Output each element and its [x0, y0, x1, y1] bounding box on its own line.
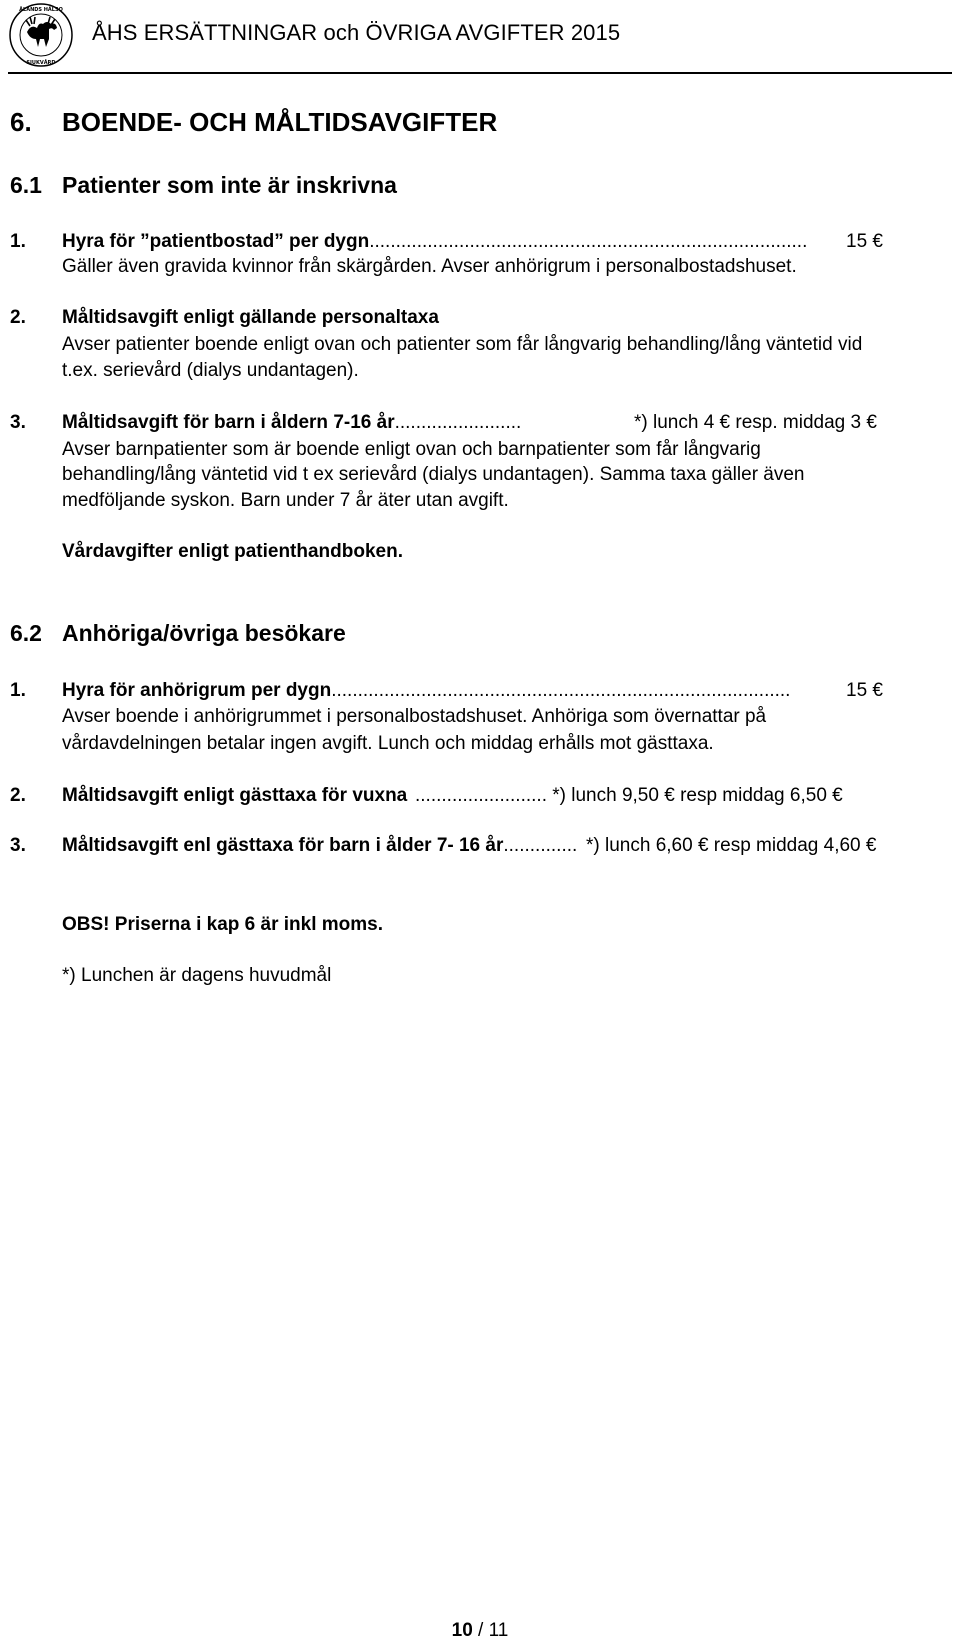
item-6-2-2-title: 2. Måltidsavgift enligt gästtaxa för vuxna — [10, 785, 408, 806]
item-6-1-1-description: Gäller även gravida kvinnor från skärgården. Avser anhörigrum i personalbostadshuset. — [62, 256, 797, 277]
obs-note: OBS! Priserna i kap 6 är inkl moms. — [62, 914, 384, 935]
lunch-footnote: *) Lunchen är dagens huvudmål — [62, 965, 332, 986]
header-divider — [8, 72, 952, 74]
item-6-2-1-price: 15 € — [846, 680, 883, 701]
page-number: 10 / 11 — [451, 1620, 509, 1641]
section-6-2-heading: 6.2 Anhöriga/övriga besökare — [10, 620, 346, 646]
item-6-1-2-description: Avser patienter boende enligt ovan och patienter som får långvarig behandling/lång väntetid vid — [62, 334, 863, 355]
item-6-1-2-title: 2. Måltidsavgift enligt gällande personaltaxa — [10, 307, 439, 328]
document-title: ÅHS ERSÄTTNINGAR och ÖVRIGA AVGIFTER 2015 — [92, 20, 621, 45]
item-6-2-3-price: *) lunch 6,60 € resp middag 4,60 € — [586, 835, 877, 856]
item-6-1-2-description: t.ex. serievård (dialys undantagen). — [62, 360, 359, 381]
logo-text: ÅLANDS HÄLSO — [19, 7, 63, 13]
item-6-2-1-title: 1. Hyra för anhörigrum per dygn....................................................................................... — [10, 680, 791, 701]
item-6-1-3-title: 3. Måltidsavgift för barn i åldern 7-16 år........................ — [10, 412, 522, 433]
item-6-2-2-price: ......................... *) lunch 9,50 € resp middag 6,50 € — [415, 785, 843, 806]
item-6-1-3-description: Avser barnpatienter som är boende enligt ovan och barnpatienter som får långvarig — [62, 439, 761, 460]
item-6-1-1-price: 15 € — [846, 231, 883, 252]
page-header — [0, 0, 960, 76]
item-6-1-3-description: behandling/lång väntetid vid t ex serievård (dialys undantagen). Samma taxa gäller även — [62, 464, 805, 485]
svg-text:SJUKVÅRD: SJUKVÅRD — [26, 60, 56, 66]
item-6-2-3-title: 3. Måltidsavgift enl gästtaxa för barn i ålder 7- 16 år.............. — [10, 835, 578, 856]
section-6-1-heading: 6.1 Patienter som inte är inskrivna — [10, 172, 397, 198]
section-6-heading: 6. BOENDE- OCH MÅLTIDSAVGIFTER — [10, 107, 498, 137]
item-6-1-1-title: 1. Hyra för ”patientbostad” per dygn................................................................................... — [10, 231, 808, 252]
item-6-2-1-description: vårdavdelningen betalar ingen avgift. Lunch och middag erhålls mot gästtaxa. — [62, 733, 714, 754]
item-6-2-1-description: Avser boende i anhörigrummet i personalbostadshuset. Anhöriga som övernattar på — [62, 706, 767, 727]
item-6-1-3-description: medföljande syskon. Barn under 7 år äter utan avgift. — [62, 490, 509, 511]
moose-seal-logo — [8, 2, 74, 68]
care-fees-note: Vårdavgifter enligt patienthandboken. — [62, 541, 403, 562]
item-6-1-3-price: *) lunch 4 € resp. middag 3 € — [634, 412, 877, 433]
